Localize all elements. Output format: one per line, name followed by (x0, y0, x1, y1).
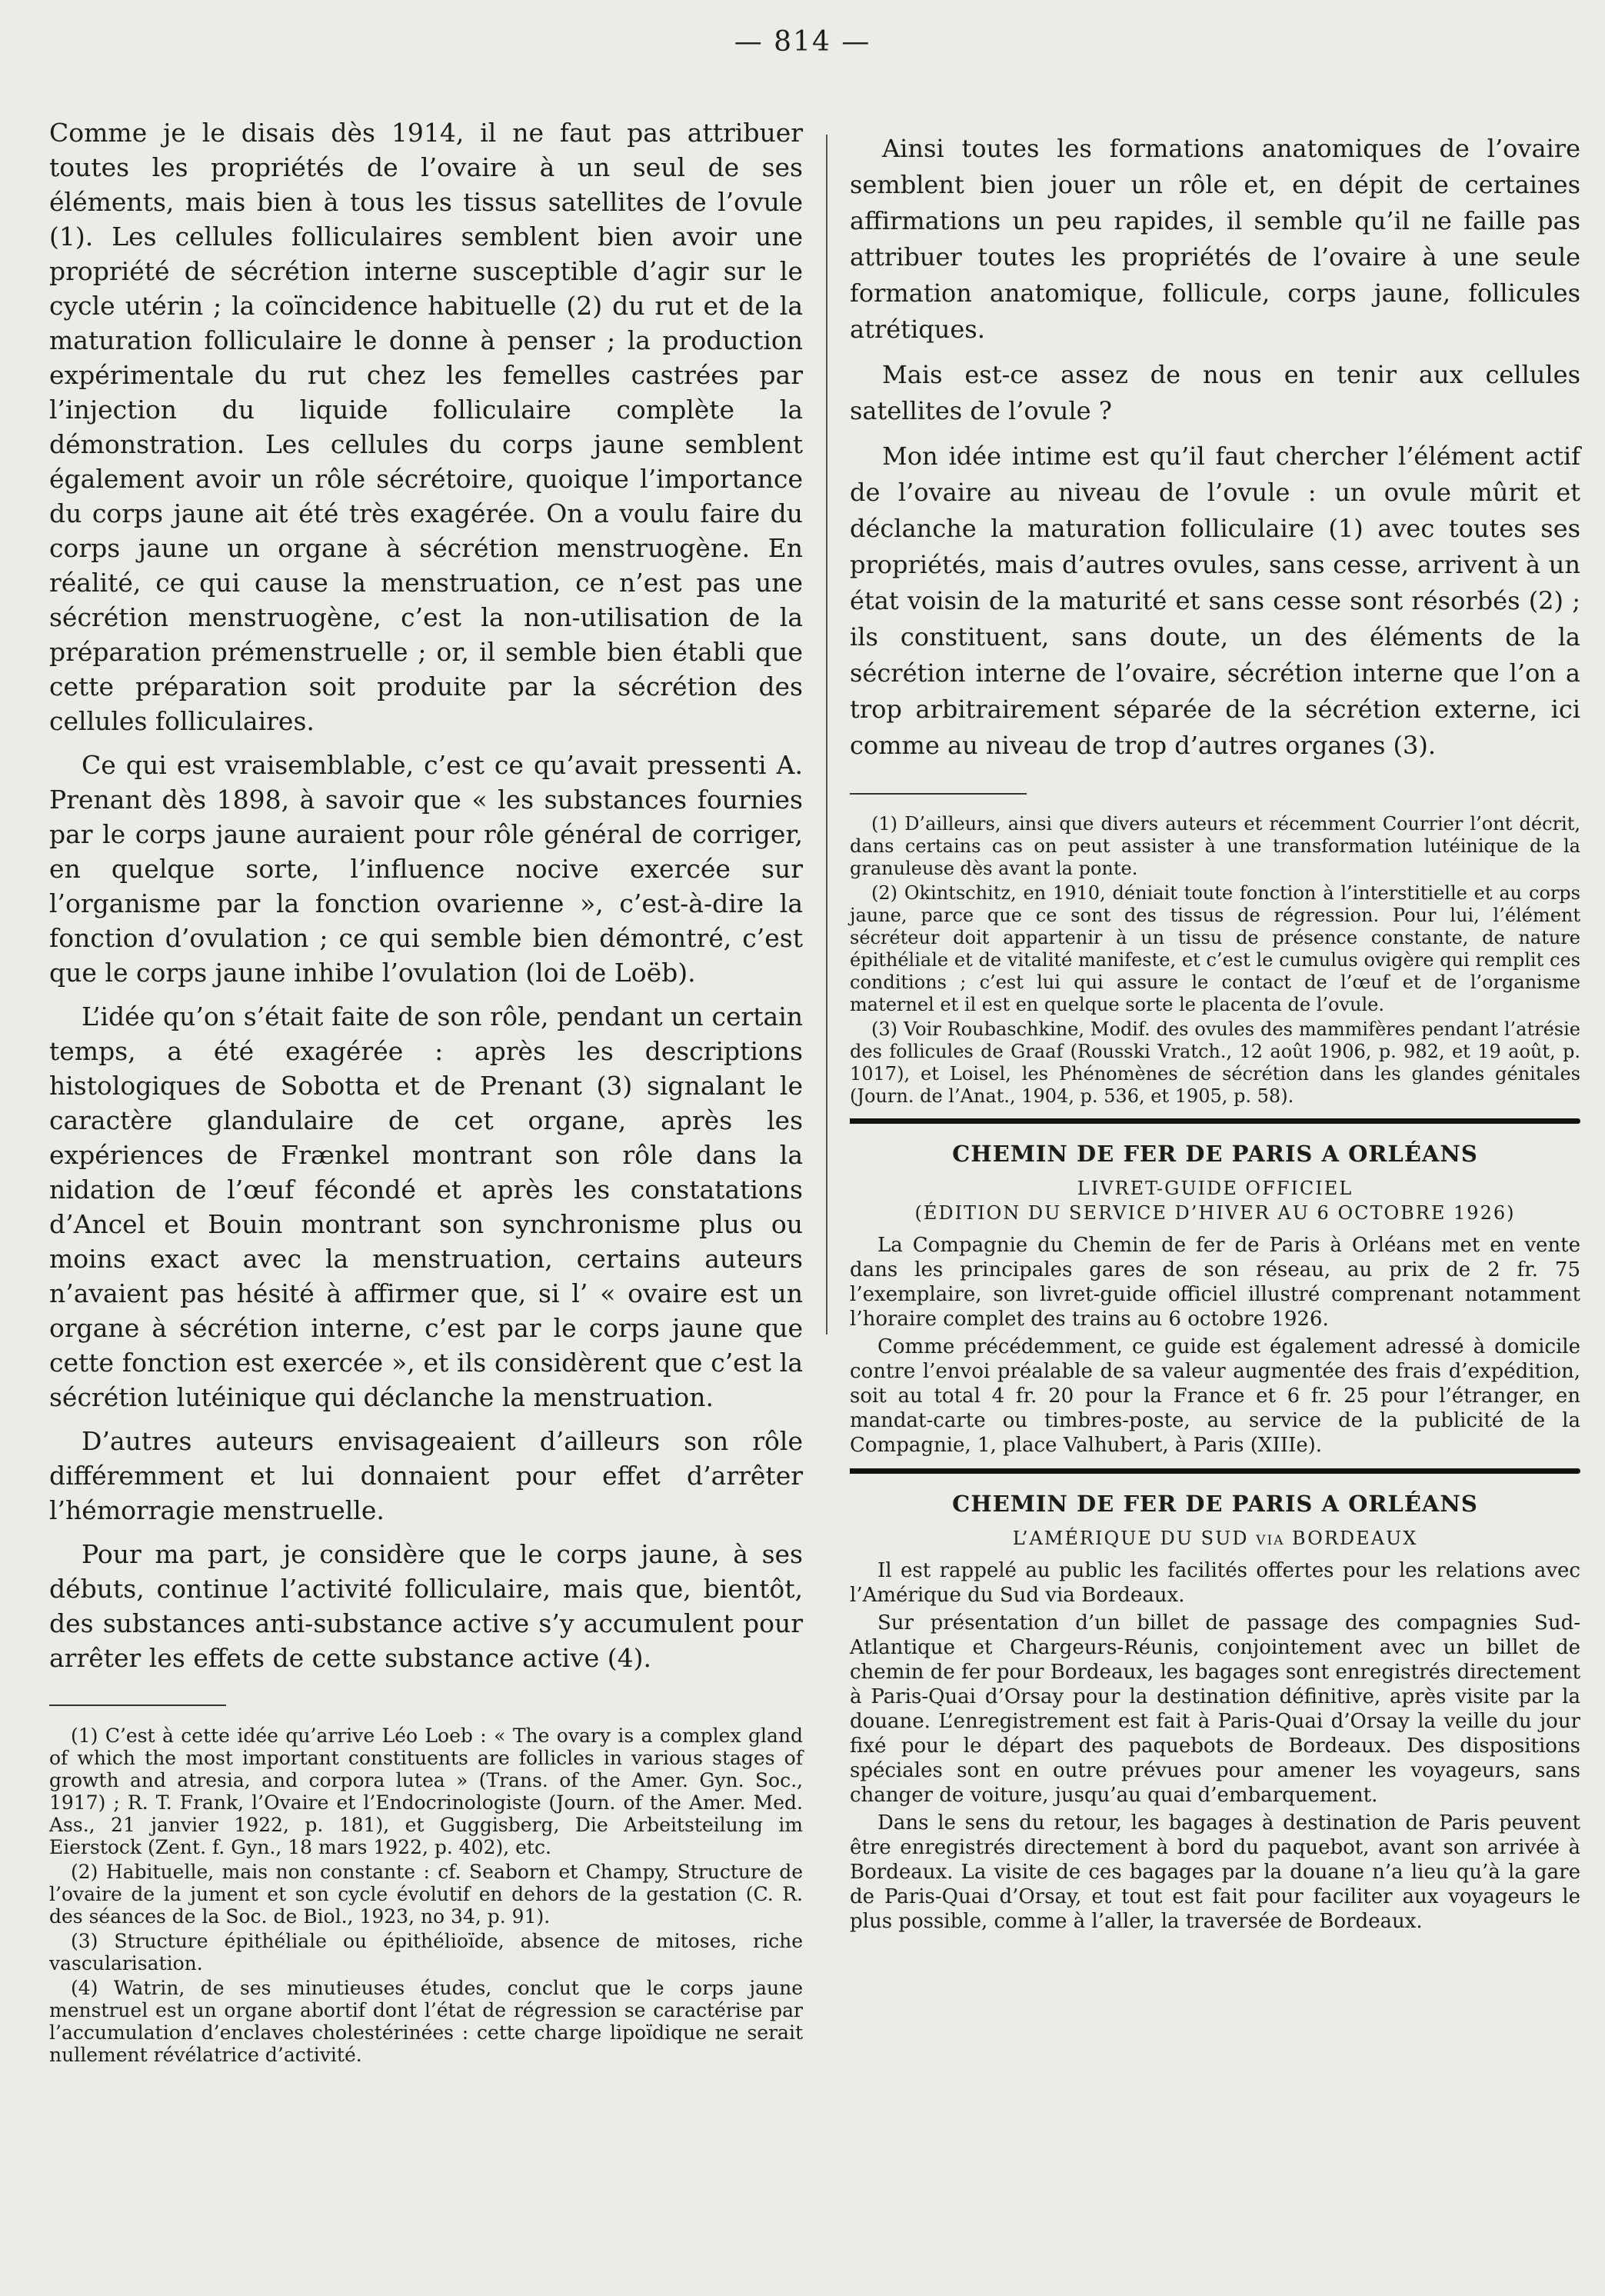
paragraph: Comme je le disais dès 1914, il ne faut pas attribuer toutes les propriétés de l’ovaire à un seul de ses éléments, mais bien à tous les tissus satellites de l’ovule (1). Les cellules folliculaires semblent bien avoir une propriété de sécrétion interne susceptible d’agir sur le cycle utérin ; la coïncidence habituelle (2) du rut et de la maturation folliculaire le donne à penser ; la production expérimentale du rut chez les femelles castrées par l’injection du liquide folliculaire complète la démonstration. Les cellules du corps jaune semblent également avoir un rôle sécrétoire, quoique l’importance du corps jaune ait été très exagérée. On a voulu faire du corps jaune un organe à sécrétion menstruogène. En réalité, ce qui cause la menstruation, ce n’est pas une sécrétion menstruogène, c’est la non-utilisation de la préparation prémenstruelle ; or, il semble bien établi que cette préparation soit produite par la sécrétion des cellules folliculaires. (49, 118, 803, 736)
notice-subtitle: LIVRET-GUIDE OFFICIEL (1077, 1178, 1354, 1199)
footnote-rule (49, 1705, 226, 1706)
paragraph: D’autres auteurs envisageaient d’ailleurs son rôle différemment et lui donnaient pour effet d’arrêter l’hémorragie menstruelle. (49, 1426, 803, 1525)
paragraph: Mon idée intime est qu’il faut chercher l’élément actif de l’ovaire au niveau de l’ovule : un ovule mûrit et déclanche la maturation folliculaire (1) avec toutes ses propriétés, mais d’autres ovules, sans cesse, arrivent à un état voisin de la maturité et sans cesse sont résorbés (2) ; ils constituent, sans doute, un des éléments de la sécrétion interne de l’ovaire, sécrétion interne que l’on a trop arbitrairement séparée de la sécrétion externe, ici comme au niveau de trop d’autres organes (3). (850, 442, 1580, 760)
notice-paragraph: Dans le sens du retour, les bagages à destination de Paris peuvent être enregistrés directement à bord du paquebot, avant son arrivée à Bordeaux. La visite de ces bagages par la douane n’a lieu qu’à la gare de Paris-Quai d’Orsay, et tout est fait pour faciliter aux voyageurs le plus possible, comme à l’aller, la traversée de Bordeaux. (850, 1811, 1580, 1933)
notice-livret-guide (850, 1141, 1580, 1458)
page-number: — 814 — (734, 26, 871, 58)
paragraph: Ainsi toutes les formations anatomiques de l’ovaire semblent bien jouer un rôle et, en dépit de certaines affirmations un peu rapides, il semble qu’il ne faille pas attribuer toutes les propriétés de l’ovaire à une seule formation anatomique, follicule, corps jaune, follicules atrétiques. (850, 134, 1580, 344)
footnote: (3) Voir Roubaschkine, Modif. des ovules des mammifères pendant l’atrésie des follicules de Graaf (Rousski Vratch., 12 août 1906, p. 982, et 19 août, p. 1017), et Loisel, les Phénomènes de sécrétion dans les glandes génitales (Journ. de l’Anat., 1904, p. 536, et 1905, p. 58). (850, 1018, 1580, 1107)
section-rule (850, 1468, 1580, 1474)
notice-paragraph: Comme précédemment, ce guide est également adressé à domicile contre l’envoi préalable de sa valeur augmentée des frais d’expédition, soit au total 4 fr. 20 pour la France et 6 fr. 25 pour l’étranger, en mandat-carte ou timbres-poste, au service de la publicité de la Compagnie, 1, place Valhubert, à Paris (XIIIe). (850, 1335, 1580, 1457)
notice-title: CHEMIN DE FER DE PARIS A ORLÉANS (952, 1491, 1478, 1517)
footnote: (2) Okintschitz, en 1910, déniait toute fonction à l’interstitielle et au corps jaune, parce que ce sont des tissus de régression. Pour lui, l’élément sécréteur doit appartenir à un tissu de présence constante, de nature épithéliale et de vitalité manifeste, et c’est le cumulus ovigère qui remplit ces conditions ; c’est lui qui assure le contact de l’œuf et de l’organisme maternel et il est en quelque sorte le placenta de l’ovule. (850, 882, 1580, 1015)
footnote: (1) C’est à cette idée qu’arrive Léo Loeb : « The ovary is a complex gland of which the most important constituents are follicles in various stages of growth and atresia, and corpora lutea » (Trans. of the Amer. Gyn. Soc., 1917) ; R. T. Frank, l’Ovaire et l’Endocrinologiste (Journ. of the Amer. Med. Ass., 21 janvier 1922, p. 181), et Guggisberg, Die Arbeitsteilung im Eierstock (Zent. f. Gyn., 18 mars 1922, p. 402), etc. (49, 1724, 803, 1858)
notice-paragraph: Sur présentation d’un billet de passage des compagnies Sud-Atlantique et Chargeurs-Réunis, conjointement avec un billet de chemin de fer pour Bordeaux, les bagages sont enregistrés directement à Paris-Quai d’Orsay pour la destination définitive, après visite par la douane. L’enregistrement est fait à Paris-Quai d’Orsay la veille du jour fixé pour le départ des paquebots de Bordeaux. Des dispositions spéciales sont en outre prévues pour amener les voyageurs, sans changer de voiture, jusqu’au quai d’embarquement. (850, 1611, 1580, 1807)
right-column (850, 131, 1580, 1937)
footnote: (4) Watrin, de ses minutieuses études, conclut que le corps jaune menstruel est un organe abortif dont l’état de régression se caractérise par l’accumulation d’enclaves cholestérinées : cette charge lipoïdique ne serait nullement révélatrice d’activité. (49, 1977, 803, 2066)
paragraph: L’idée qu’on s’était faite de son rôle, pendant un certain temps, a été exagérée : après les descriptions histologiques de Sobotta et de Prenant (3) signalant le caractère glandulaire de cet organe, après les expériences de Frænkel montrant son rôle dans la nidation de l’œuf fécondé et après les constatations d’Ancel et Bouin montrant son synchronisme plus ou moins exact avec la menstruation, certains auteurs n’avaient pas hésité à affirmer que, si l’ « ovaire est un organe à sécrétion interne, c’est par le corps jaune que cette fonction est exercée », et ils considèrent que c’est la sécrétion lutéinique qui déclanche la menstruation. (49, 1001, 803, 1412)
notice-paragraph: Il est rappelé au public les facilités offertes pour les relations avec l’Amérique du Sud via Bordeaux. (850, 1559, 1580, 1607)
notice-paragraph: La Compagnie du Chemin de fer de Paris à Orléans met en vente dans les principales gares de son réseau, au prix de 2 fr. 75 l’exemplaire, son livret-guide officiel illustré comprenant notamment l’horaire complet des trains au 6 octobre 1926. (850, 1234, 1580, 1331)
paragraph: Mais est-ce assez de nous en tenir aux cellules satellites de l’ovule ? (850, 360, 1580, 425)
footnote-rule (850, 793, 1027, 795)
section-rule (850, 1118, 1580, 1124)
footnote: (3) Structure épithéliale ou épithélioïde, absence de mitoses, riche vascularisation. (49, 1930, 803, 1974)
footnote: (1) D’ailleurs, ainsi que divers auteurs et récemment Courrier l’ont décrit, dans certains cas on peut assister à une transformation lutéinique de la granuleuse dès avant la ponte. (850, 813, 1580, 879)
left-column (49, 115, 803, 2068)
paragraph: Ce qui est vraisemblable, c’est ce qu’avait pressenti A. Prenant dès 1898, à savoir que « les substances fournies par le corps jaune auraient pour rôle général de corriger, en quelque sorte, l’influence nocive exercée sur l’organisme par la fonction ovarienne », c’est-à-dire la fonction d’ovulation ; ce qui semble bien démontré, c’est que le corps jaune inhibe l’ovulation (loi de Loëb). (49, 750, 803, 988)
column-divider (826, 135, 827, 1335)
paragraph: Pour ma part, je considère que le corps jaune, à ses débuts, continue l’activité folliculaire, mais que, bientôt, des substances anti-substance active s’y accumulent pour arrêter les effets de cette substance active (4). (49, 1539, 803, 1673)
notice-subtitle: L’AMÉRIQUE DU SUD via BORDEAUX (1012, 1528, 1418, 1549)
footnote: (2) Habituelle, mais non constante : cf. Seaborn et Champy, Structure de l’ovaire de la jument et son cycle évolutif en dehors de la gestation (C. R. des séances de la Soc. de Biol., 1923, no 34, p. 91). (49, 1861, 803, 1928)
notice-subtitle: (ÉDITION DU SERVICE D’HIVER AU 6 OCTOBRE 1926) (914, 1202, 1516, 1224)
notice-title: CHEMIN DE FER DE PARIS A ORLÉANS (952, 1141, 1478, 1167)
notice-amerique-du-sud (850, 1491, 1580, 1934)
